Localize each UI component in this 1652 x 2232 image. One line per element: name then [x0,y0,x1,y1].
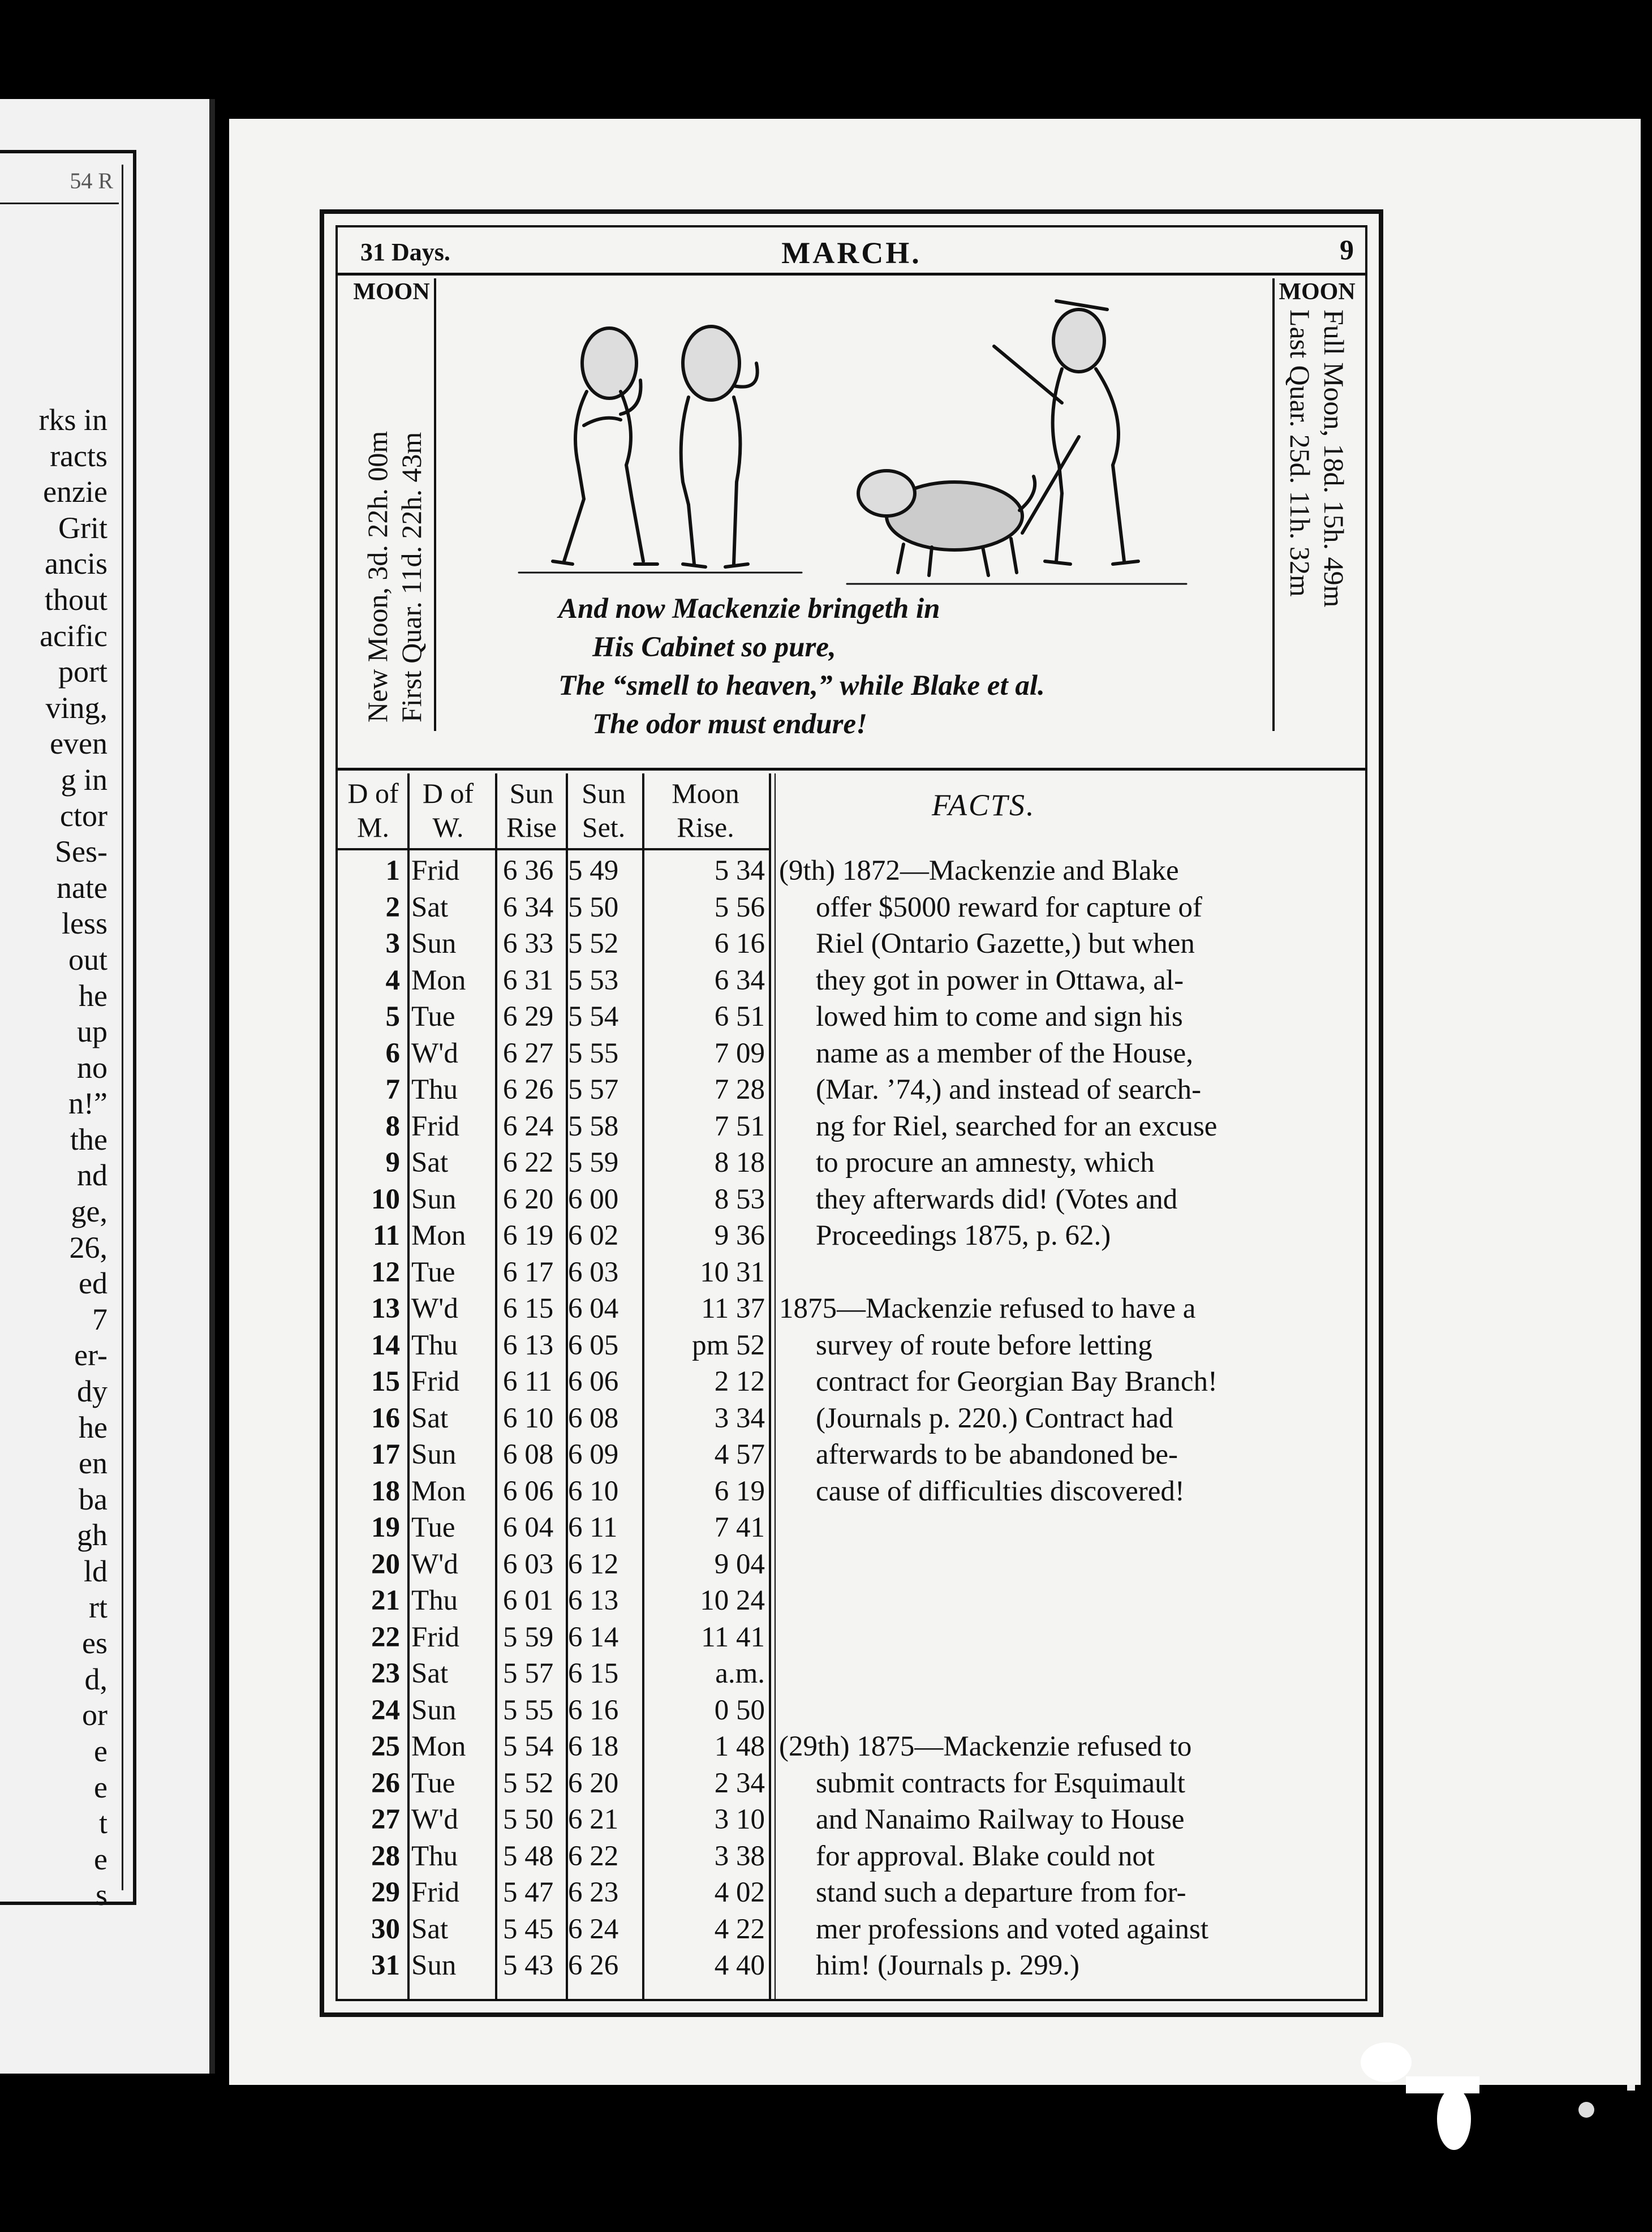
day-of-week-cell: Tue [411,1001,455,1033]
sun-set-cell: 6 08 [568,1402,619,1434]
day-of-week-cell: Tue [411,1256,455,1288]
day-of-week-cell: Sat [411,1913,449,1945]
day-of-week-cell: Mon [411,964,466,996]
sun-set-cell: 6 00 [568,1183,619,1215]
table-row [338,1655,773,1692]
table-row [338,1619,773,1656]
day-of-month-cell: 5 [385,1001,400,1033]
section-divider [338,768,1365,771]
fact-line: name as a member of the House, [816,1037,1194,1069]
day-of-week-cell: Thu [411,1074,458,1106]
moon-rise-cell: pm 52 [692,1329,765,1361]
table-row [338,1473,773,1510]
day-of-week-cell: Mon [411,1731,466,1762]
sun-set-cell: 6 09 [568,1439,619,1470]
fact-line: (29th) 1875—Mackenzie refused to [779,1731,1192,1762]
left-page-fragment: he [79,978,107,1013]
day-of-week-cell: Mon [411,1220,466,1252]
sun-rise-cell: 5 48 [503,1840,554,1872]
day-of-week-cell: Tue [411,1512,455,1543]
sun-rise-cell: 6 27 [503,1037,554,1069]
sun-set-cell: 6 16 [568,1694,619,1726]
moon-rise-cell: 0 50 [714,1694,765,1726]
fact-line: ng for Riel, searched for an excuse [816,1110,1218,1142]
day-of-week-cell: Sat [411,1658,449,1689]
day-of-month-cell: 24 [371,1694,400,1726]
sun-set-cell: 6 21 [568,1804,619,1835]
sun-set-cell: 5 55 [568,1037,619,1069]
day-of-week-cell: Thu [411,1840,458,1872]
fact-line: afterwards to be abandoned be- [816,1439,1178,1470]
days-count: 31 Days. [360,238,450,266]
fact-line: they afterwards did! (Votes and [816,1183,1178,1215]
fact-line: (Journals p. 220.) Contract had [816,1402,1173,1434]
fact-line: survey of route before letting [816,1329,1152,1361]
sun-rise-cell: 6 24 [503,1110,554,1142]
day-of-month-cell: 12 [371,1256,400,1288]
left-page-fragment: Grit [58,510,107,545]
paper-damage [1361,2042,1412,2082]
day-of-month-cell: 21 [371,1585,400,1616]
sun-rise-cell: 6 11 [503,1366,553,1397]
moon-phases-right [1272,278,1360,731]
table-row [338,1035,773,1072]
sun-set-cell: 5 49 [568,855,619,887]
verse-line: And now Mackenzie bringeth in [558,593,940,625]
moon-line: First Quar. 11d. 22h. 43m [395,432,427,723]
table-row [338,1364,773,1400]
sun-rise-cell: 6 22 [503,1147,554,1179]
day-of-month-cell: 30 [371,1913,400,1945]
col-day-of-month: D of M. [347,777,399,843]
left-page-fragment: es [82,1626,107,1661]
left-page-frame [0,150,136,1912]
sun-set-cell: 6 24 [568,1913,619,1945]
sun-set-cell: 6 02 [568,1220,619,1252]
day-of-month-cell: 8 [385,1110,400,1142]
cartoon-verse [558,590,1260,743]
left-page-fragment: thout [44,582,107,617]
moon-rise-cell: 3 34 [714,1402,765,1434]
left-page-fragment: nd [77,1158,107,1193]
left-page-fragment: ancis [45,547,107,581]
sun-rise-cell: 6 19 [503,1220,554,1252]
moon-rise-cell: 6 19 [714,1475,765,1507]
day-of-week-cell: W'd [411,1548,458,1580]
moon-lines-right [1284,309,1419,728]
fact-line: mer professions and voted against [816,1913,1209,1945]
page-frame-inner [335,225,1367,2001]
moon-rise-cell: 5 34 [714,855,765,887]
day-of-month-cell: 11 [372,1220,400,1252]
sun-rise-cell: 6 08 [503,1439,554,1470]
table-row [338,1145,773,1181]
left-page-fragment: he [79,1410,107,1444]
day-of-week-cell: Tue [411,1767,455,1799]
sun-rise-cell: 6 17 [503,1256,554,1288]
day-rows [338,853,773,1984]
left-page-fragment: e [94,1842,107,1876]
table-row [338,1108,773,1145]
moon-rise-cell: 7 09 [714,1037,765,1069]
fact-entry [779,1291,1362,1509]
sun-set-cell: 5 54 [568,1001,619,1033]
sun-set-cell: 6 20 [568,1767,619,1799]
day-of-week-cell: Mon [411,1475,466,1507]
day-of-month-cell: 22 [371,1621,400,1653]
sun-rise-cell: 5 59 [503,1621,554,1653]
left-page-fragment: 7 [92,1302,107,1336]
sun-set-cell: 6 14 [568,1621,619,1653]
left-page-fragment: ed [79,1266,107,1301]
fact-line: Proceedings 1875, p. 62.) [816,1220,1111,1252]
sun-rise-cell: 6 10 [503,1402,554,1434]
left-page-fragment: g in [61,762,107,797]
fact-line: stand such a departure from for- [816,1877,1186,1908]
day-of-week-cell: Frid [411,1366,460,1397]
day-of-week-cell: Sun [411,928,457,960]
day-of-month-cell: 28 [371,1840,400,1872]
table-row [338,926,773,962]
sun-rise-cell: 5 57 [503,1658,554,1689]
fact-line: to procure an amnesty, which [816,1147,1155,1179]
col-day-of-week: D of W. [422,777,474,843]
moon-rise-cell: 9 04 [714,1548,765,1580]
table-row [338,1072,773,1108]
sun-rise-cell: 6 04 [503,1512,554,1543]
fact-line: him! (Journals p. 299.) [816,1950,1080,1981]
day-of-month-cell: 6 [385,1037,400,1069]
table-row [338,1400,773,1437]
fact-entry [779,853,1362,1254]
facts-title: FACTS. [932,788,1036,822]
moon-rise-cell: 11 37 [701,1293,765,1324]
verse-line: His Cabinet so pure, [592,631,836,663]
verse-line: The “smell to heaven,” while Blake et al. [558,670,1045,702]
day-of-month-cell: 4 [385,964,400,996]
sun-set-cell: 5 50 [568,891,619,923]
sun-set-cell: 6 26 [568,1950,619,1981]
moon-rise-cell: 5 56 [714,891,765,923]
day-of-week-cell: Sun [411,1183,457,1215]
left-page-fragment: the [70,1122,107,1156]
left-page-fragment: out [68,942,107,977]
moon-title-right: MOON [1279,279,1356,305]
day-of-month-cell: 17 [371,1439,400,1470]
day-of-month-cell: 20 [371,1548,400,1580]
column-rule [775,773,776,1999]
moon-rise-cell: a.m. [715,1658,765,1689]
moon-rise-cell: 9 36 [714,1220,765,1252]
sun-set-cell: 5 59 [568,1147,619,1179]
left-page-fragment: er- [74,1338,107,1373]
moon-rise-cell: 7 28 [714,1074,765,1106]
moon-rise-cell: 3 38 [714,1840,765,1872]
table-row [338,1801,773,1838]
table-row [338,1254,773,1291]
left-page-text [0,402,107,1913]
moon-rise-cell: 6 34 [714,964,765,996]
fact-line: and Nanaimo Railway to House [816,1804,1185,1835]
day-of-month-cell: 15 [371,1366,400,1397]
paper-damage [1578,2102,1594,2118]
sun-set-cell: 6 10 [568,1475,619,1507]
paper-damage [1406,2076,1479,2093]
sun-set-cell: 6 12 [568,1548,619,1580]
table-row [338,1911,773,1948]
left-page-fragment: ld [83,1554,107,1588]
almanac-page [229,119,1641,2085]
left-page-fragment: ving, [45,690,107,725]
moon-rise-cell: 7 51 [714,1110,765,1142]
page-header [338,227,1365,276]
table-row [338,1291,773,1327]
sun-rise-cell: 5 45 [503,1913,554,1945]
sun-rise-cell: 5 52 [503,1767,554,1799]
day-of-month-cell: 13 [371,1293,400,1324]
sun-set-cell: 6 11 [568,1512,618,1543]
moon-line: New Moon, 3d. 22h. 00m [362,431,393,723]
day-of-month-cell: 14 [371,1329,400,1361]
month-title: MARCH. [781,236,922,270]
table-row [338,1437,773,1473]
day-of-month-cell: 23 [371,1658,400,1689]
moon-phases-left [349,278,436,731]
moon-rise-cell: 8 53 [714,1183,765,1215]
day-of-week-cell: W'd [411,1804,458,1835]
sun-rise-cell: 6 15 [503,1293,554,1324]
sun-set-cell: 5 57 [568,1074,619,1106]
day-of-month-cell: 25 [371,1731,400,1762]
fact-line: contract for Georgian Bay Branch! [816,1366,1218,1397]
day-of-week-cell: W'd [411,1037,458,1069]
day-of-month-cell: 26 [371,1767,400,1799]
sun-rise-cell: 5 47 [503,1877,554,1908]
page-number: 9 [1340,234,1354,265]
sun-set-cell: 6 03 [568,1256,619,1288]
moon-rise-cell: 4 02 [714,1877,765,1908]
day-of-month-cell: 1 [385,855,400,887]
table-row [338,1874,773,1911]
left-page-fragment: n!” [68,1086,107,1121]
day-of-month-cell: 16 [371,1402,400,1434]
table-row [338,1838,773,1875]
day-of-month-cell: 10 [371,1183,400,1215]
political-cartoon-illustration [451,278,1266,595]
left-page-fragment: ba [79,1482,107,1516]
sun-rise-cell: 6 31 [503,964,554,996]
moon-rise-cell: 7 41 [714,1512,765,1543]
sun-set-cell: 5 58 [568,1110,619,1142]
day-of-month-cell: 29 [371,1877,400,1908]
left-page-fragment: e [94,1770,107,1804]
moon-rise-cell: 3 10 [714,1804,765,1835]
moon-rise-cell: 10 24 [700,1585,765,1616]
moon-rise-cell: 2 34 [714,1767,765,1799]
day-of-week-cell: Frid [411,1621,460,1653]
moon-rise-cell: 6 16 [714,928,765,960]
day-of-week-cell: Sat [411,1147,449,1179]
day-of-month-cell: 27 [371,1804,400,1835]
sun-rise-cell: 6 13 [503,1329,554,1361]
fact-entry [779,1728,1362,1984]
moon-line: Last Quar. 25d. 11h. 32m [1284,309,1316,597]
header-rule [338,848,771,850]
moon-rise-cell: 10 31 [700,1256,765,1288]
sun-rise-cell: 5 50 [503,1804,554,1835]
left-page-header: 54 R [0,167,119,204]
sun-rise-cell: 6 33 [503,928,554,960]
left-page-fragment: en [79,1446,107,1481]
left-page-fragment: 26, [69,1230,107,1265]
day-of-week-cell: Frid [411,1110,460,1142]
day-of-week-cell: Thu [411,1329,458,1361]
day-of-month-cell: 18 [371,1475,400,1507]
left-page-fragment: enzie [43,475,107,509]
moon-rise-cell: 1 48 [714,1731,765,1762]
fact-line: (9th) 1872—Mackenzie and Blake [779,855,1179,887]
day-of-month-cell: 19 [371,1512,400,1543]
day-of-week-cell: Sun [411,1439,457,1470]
fact-line: (Mar. ’74,) and instead of search- [816,1074,1202,1106]
day-of-week-cell: Sun [411,1694,457,1726]
sun-set-cell: 5 52 [568,928,619,960]
almanac-table [338,773,1365,1999]
sun-rise-cell: 6 01 [503,1585,554,1616]
left-facing-page [0,99,215,2074]
sun-set-cell: 6 04 [568,1293,619,1324]
page-frame-outer [320,209,1383,2017]
moon-rise-cell: 11 41 [701,1621,765,1653]
table-row [338,1327,773,1364]
left-page-fragment: or [82,1698,107,1732]
day-of-month-cell: 7 [385,1074,400,1106]
day-of-week-cell: Frid [411,1877,460,1908]
fact-line: 1875—Mackenzie refused to have a [779,1293,1196,1324]
col-sun-rise: Sun Rise [506,777,557,843]
fact-line: they got in power in Ottawa, al- [816,964,1184,996]
day-of-week-cell: Sat [411,1402,449,1434]
left-page-fragment: port [58,655,107,689]
left-page-fragment: no [77,1050,107,1085]
verse-line: The odor must endure! [592,708,867,740]
left-page-fragment: racts [50,438,107,473]
day-of-month-cell: 31 [371,1950,400,1981]
fact-line: cause of difficulties discovered! [816,1475,1185,1507]
sun-rise-cell: 6 34 [503,891,554,923]
day-of-month-cell: 3 [385,928,400,960]
left-page-fragment: Ses- [55,835,107,869]
day-of-week-cell: W'd [411,1293,458,1324]
day-of-week-cell: Frid [411,855,460,887]
day-of-week-cell: Sun [411,1950,457,1981]
paper-damage [1437,2088,1471,2150]
table-row [338,1546,773,1583]
fact-line: Riel (Ontario Gazette,) but when [816,928,1195,960]
sun-rise-cell: 6 03 [503,1548,554,1580]
sun-rise-cell: 5 43 [503,1950,554,1981]
col-moon-rise: Moon Rise. [672,777,739,843]
sun-rise-cell: 5 54 [503,1731,554,1762]
fact-line: lowed him to come and sign his [816,1001,1183,1033]
day-of-week-cell: Thu [411,1585,458,1616]
left-page-fragment: acific [40,618,107,653]
sun-rise-cell: 6 36 [503,855,554,887]
table-row [338,1582,773,1619]
left-page-fragment: ctor [60,798,107,833]
fact-line: offer $5000 reward for capture of [816,891,1202,923]
table-row [338,1728,773,1765]
left-page-fragment: rks in [38,403,107,437]
fact-line: for approval. Blake could not [816,1840,1155,1872]
sun-set-cell: 6 22 [568,1840,619,1872]
day-of-month-cell: 9 [385,1147,400,1179]
sun-set-cell: 6 18 [568,1731,619,1762]
left-page-fragment: s [95,1878,107,1912]
table-row [338,1218,773,1254]
left-page-fragment: dy [77,1374,107,1409]
sun-set-cell: 6 23 [568,1877,619,1908]
table-row [338,1765,773,1802]
moon-rise-cell: 4 57 [714,1439,765,1470]
table-row [338,1947,773,1984]
left-page-fragment: t [98,1806,107,1840]
day-of-month-cell: 2 [385,891,400,923]
table-row [338,853,773,889]
table-row [338,1692,773,1729]
moon-rise-cell: 8 18 [714,1147,765,1179]
moon-rise-cell: 4 22 [714,1913,765,1945]
table-row [338,999,773,1035]
left-page-fragment: less [62,906,107,941]
table-row [338,889,773,926]
left-page-fragment: ge, [71,1194,107,1229]
moon-rise-cell: 6 51 [714,1001,765,1033]
sun-set-cell: 6 06 [568,1366,619,1397]
sun-rise-cell: 6 26 [503,1074,554,1106]
sun-rise-cell: 6 06 [503,1475,554,1507]
table-row [338,962,773,999]
left-page-inner-frame [0,165,123,1912]
col-sun-set: Sun Set. [582,777,626,843]
day-of-week-cell: Sat [411,891,449,923]
sun-set-cell: 6 13 [568,1585,619,1616]
moon-title-left: MOON [353,279,430,305]
sun-set-cell: 6 05 [568,1329,619,1361]
left-page-fragment: e [94,1734,107,1768]
table-row [338,1181,773,1218]
moon-line: Full Moon, 18d. 15h. 49m [1318,309,1350,608]
left-page-fragment: d, [84,1662,107,1696]
sun-set-cell: 6 15 [568,1658,619,1689]
left-page-fragment: nate [57,870,107,905]
sun-rise-cell: 5 55 [503,1694,554,1726]
moon-rise-cell: 4 40 [714,1950,765,1981]
fact-line: submit contracts for Esquimault [816,1767,1185,1799]
moon-lines-left [360,304,427,723]
sun-set-cell: 5 53 [568,964,619,996]
left-page-fragment: up [77,1014,107,1049]
sun-rise-cell: 6 29 [503,1001,554,1033]
left-page-fragment: rt [89,1590,107,1624]
left-page-fragment: gh [77,1518,107,1552]
moon-rise-cell: 2 12 [714,1366,765,1397]
left-page-fragment: even [50,726,107,761]
sun-rise-cell: 6 20 [503,1183,554,1215]
table-row [338,1509,773,1546]
